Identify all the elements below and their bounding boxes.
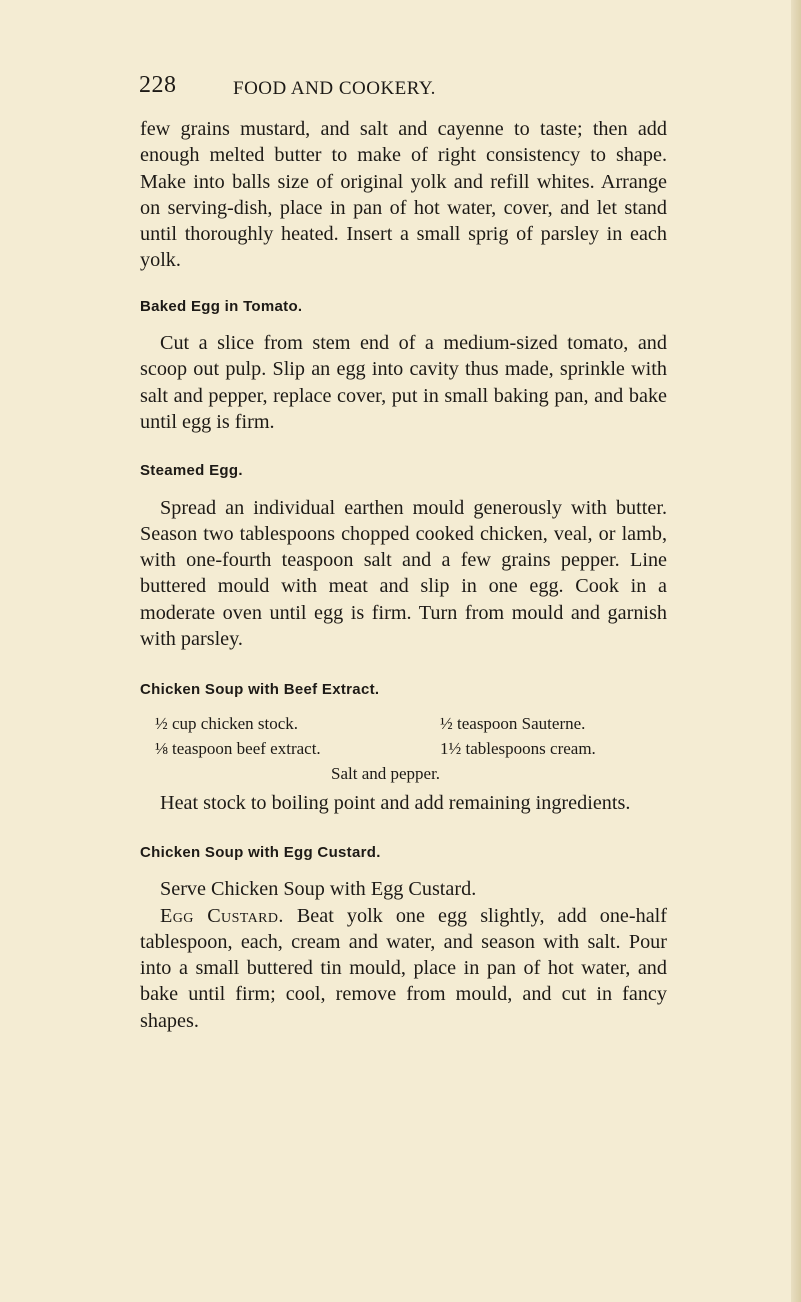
recipe-text-egg-custard bbox=[140, 903, 667, 1034]
recipe-title-soup-custard: Chicken Soup with Egg Custard. bbox=[140, 843, 381, 861]
ingredient-item: ½ teaspoon Sauterne. bbox=[440, 713, 586, 733]
recipe-title-soup-beef: Chicken Soup with Beef Extract. bbox=[140, 681, 380, 699]
ingredient-list bbox=[140, 711, 667, 786]
egg-custard-instructions: Beat yolk one egg slightly, add one-half tablespoon, each, cream and water, and season with salt. Pour into a small buttered tin mould, place in pan of hot water, and bake until firm; cool, remove from mould, and cut in fancy shapes. bbox=[140, 904, 668, 1032]
recipe-title-steamed-egg: Steamed Egg. bbox=[140, 462, 243, 480]
recipe-text-soup-beef: Heat stock to boiling point and add remaining ingredients. bbox=[160, 791, 631, 814]
ingredient-item: ½ cup chicken stock. bbox=[155, 713, 299, 733]
page-number: 228 bbox=[139, 72, 177, 98]
page-edge bbox=[791, 0, 801, 1302]
running-title: FOOD AND COOKERY. bbox=[233, 78, 436, 99]
page-body bbox=[140, 116, 667, 1034]
ingredient-item: 1½ tablespoons cream. bbox=[440, 738, 596, 758]
ingredient-item: Salt and pepper. bbox=[331, 763, 441, 783]
recipe-text-soup-custard: Serve Chicken Soup with Egg Custard. bbox=[160, 878, 477, 901]
recipe-text-baked-egg: Cut a slice from stem end of a medium-sized tomato, and scoop out pulp. Slip an egg into cavity thus made, sprinkle with salt and pepper, replace cover, put in small baking pan, and bake until egg is firm. bbox=[140, 332, 667, 433]
recipe-title-baked-egg: Baked Egg in Tomato. bbox=[140, 297, 303, 315]
egg-custard-lead: Egg Custard. bbox=[160, 904, 284, 927]
ingredient-item: ⅛ teaspoon beef extract. bbox=[155, 738, 321, 758]
recipe-text-steamed-egg: Spread an individual earthen mould generously with butter. Season two tablespoons chopped cooked chicken, veal, or lamb, with one-fourth teaspoon salt and a few grains pepper. Line buttered mould with meat and slip in one egg. Cook in a moderate oven until egg is firm. Turn from mould and garnish with parsley. bbox=[140, 496, 667, 651]
intro-paragraph: few grains mustard, and salt and cayenne to taste; then add enough melted butter to make of right consistency to shape. Make into balls size of original yolk and refill whites. Arrange on serving-dish, place in pan of hot water, cover, and let stand until thoroughly heated. Insert a small sprig of parsley in each yolk. bbox=[140, 118, 667, 272]
